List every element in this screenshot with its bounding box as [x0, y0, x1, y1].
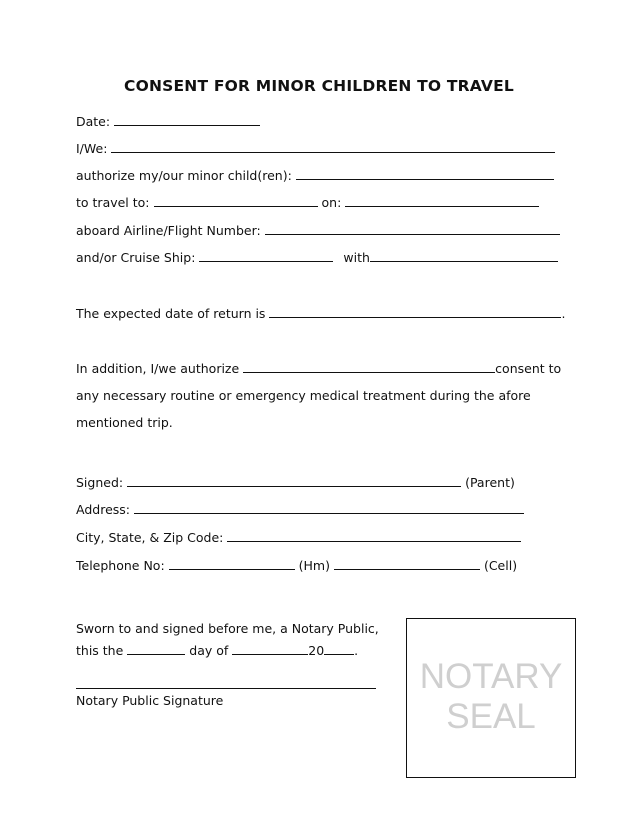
medical-label: In addition, I/we authorize	[76, 361, 240, 376]
address-field[interactable]	[134, 501, 524, 514]
date-row	[76, 113, 260, 130]
home-label: (Hm)	[298, 558, 330, 573]
telephone-label: Telephone No:	[76, 558, 165, 573]
cell-label: (Cell)	[483, 558, 518, 573]
medical-row-1	[76, 360, 561, 377]
consent-to-label: consent to	[495, 361, 562, 376]
authorize-row	[76, 167, 554, 184]
travel-date-field[interactable]	[345, 194, 539, 207]
notary-seal-box	[406, 618, 576, 778]
airline-row	[76, 222, 560, 239]
day-of-label: day of	[189, 643, 229, 658]
day-field[interactable]	[127, 642, 185, 655]
return-date-field[interactable]	[269, 305, 561, 318]
month-field[interactable]	[232, 642, 308, 655]
date-field[interactable]	[114, 113, 260, 126]
authorize-label: authorize my/our minor child(ren):	[76, 168, 292, 183]
destination-field[interactable]	[154, 194, 318, 207]
year-prefix: 20	[308, 643, 325, 658]
with-label: with	[343, 250, 370, 265]
form-title: CONSENT FOR MINOR CHILDREN TO TRAVEL	[124, 77, 514, 95]
airline-label: aboard Airline/Flight Number:	[76, 223, 261, 238]
return-label: The expected date of return is	[76, 306, 266, 321]
notary-signature-label: Notary Public Signature	[76, 693, 224, 708]
parent-label: (Parent)	[465, 475, 515, 490]
address-label: Address:	[76, 502, 130, 517]
city-row	[76, 529, 521, 546]
cell-phone-field[interactable]	[334, 557, 480, 570]
sworn-row: Sworn to and signed before me, a Notary Public,	[76, 621, 379, 636]
signed-label: Signed:	[76, 475, 124, 490]
return-period: .	[561, 306, 566, 321]
with-field[interactable]	[370, 249, 558, 262]
airline-field[interactable]	[265, 222, 560, 235]
notary-date-row	[76, 642, 358, 659]
cruise-label: and/or Cruise Ship:	[76, 250, 196, 265]
city-field[interactable]	[227, 529, 521, 542]
notary-signature-field[interactable]	[76, 688, 376, 689]
medical-row-3: mentioned trip.	[76, 415, 173, 430]
this-the-label: this the	[76, 643, 124, 658]
return-row	[76, 305, 565, 322]
date-label: Date:	[76, 114, 111, 129]
signed-row	[76, 474, 515, 491]
parent-signature-field[interactable]	[127, 474, 461, 487]
cruise-field[interactable]	[199, 249, 333, 262]
year-field[interactable]	[324, 642, 354, 655]
city-label: City, State, & Zip Code:	[76, 530, 224, 545]
children-field[interactable]	[296, 167, 554, 180]
seal-line-1: NOTARY	[419, 657, 563, 696]
home-phone-field[interactable]	[169, 557, 295, 570]
cruise-row	[76, 249, 558, 266]
travel-row	[76, 194, 539, 211]
telephone-row	[76, 557, 517, 574]
address-row	[76, 501, 524, 518]
on-label: on:	[321, 195, 342, 210]
medical-row-2: any necessary routine or emergency medical treatment during the afore	[76, 388, 531, 403]
travel-to-label: to travel to:	[76, 195, 150, 210]
year-period: .	[354, 643, 359, 658]
seal-line-2: SEAL	[446, 697, 536, 736]
iwe-field[interactable]	[111, 140, 555, 153]
iwe-row	[76, 140, 555, 157]
iwe-label: I/We:	[76, 141, 108, 156]
medical-authorize-field[interactable]	[243, 360, 495, 373]
